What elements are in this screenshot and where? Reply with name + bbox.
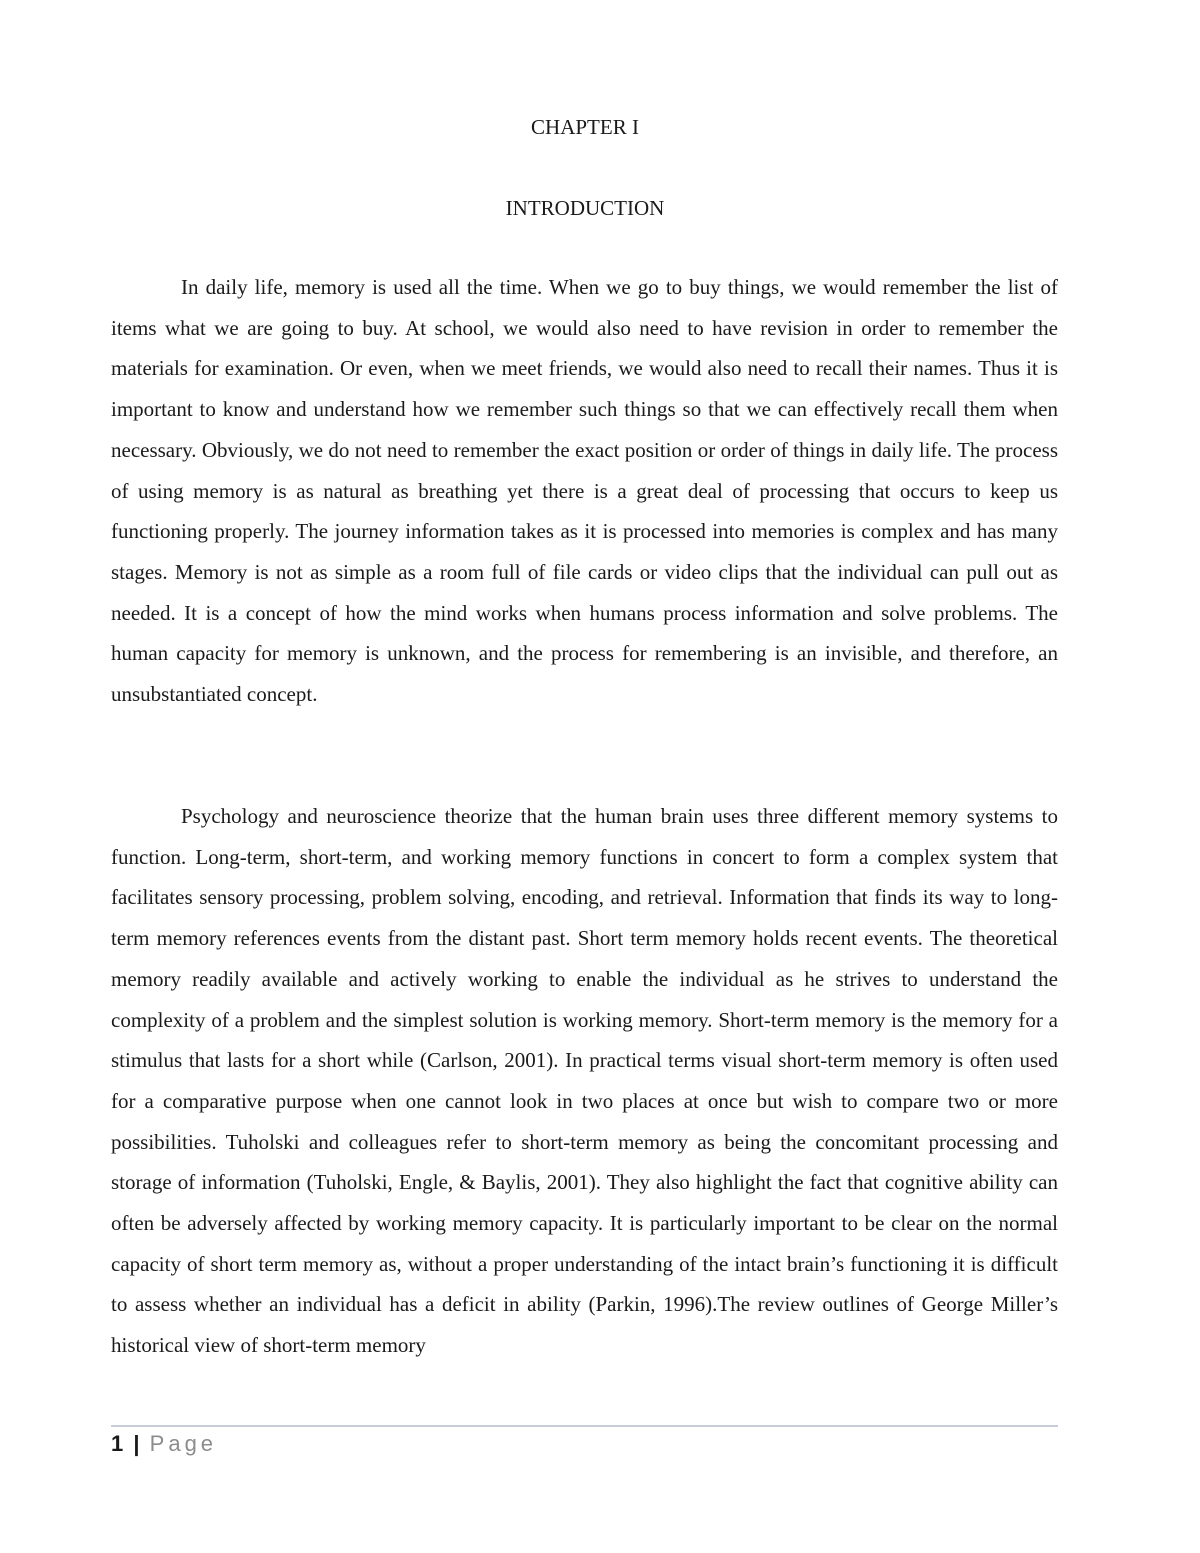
page-footer xyxy=(111,1430,217,1458)
page-label: Page xyxy=(149,1431,218,1456)
footer-divider xyxy=(111,1425,1058,1427)
body-paragraph-1: In daily life, memory is used all the time. When we go to buy things, we would remember the list of items what we are going to buy. At school, we would also need to have revision in order to remember the materials for examination. Or even, when we meet friends, we would also need to recall their names. Thus it is important to know and understand how we remember such things so that we can effectively recall them when necessary. Obviously, we do not need to remember the exact position or order of things in daily life. The process of using memory is as natural as breathing yet there is a great deal of processing that occurs to keep us functioning properly. The journey information takes as it is processed into memories is complex and has many stages. Memory is not as simple as a room full of file cards or video clips that the individual can pull out as needed. It is a concept of how the mind works when humans process information and solve problems. The human capacity for memory is unknown, and the process for remembering is an invisible, and therefore, an unsubstantiated concept. xyxy=(111,275,1058,707)
section-heading: INTRODUCTION xyxy=(505,196,665,220)
chapter-heading: CHAPTER I xyxy=(531,115,639,139)
body-paragraph-2: Psychology and neuroscience theorize that the human brain uses three different memory systems to function. Long-term, short-term, and working memory functions in concert to form a complex system that facilitates sensory processing, problem solving, encoding, and retrieval. Information that finds its way to long-term memory references events from the distant past. Short term memory holds recent events. The theoretical memory readily available and actively working to enable the individual as he strives to understand the complexity of a problem and the simplest solution is working memory. Short-term memory is the memory for a stimulus that lasts for a short while (Carlson, 2001). In practical terms visual short-term memory is often used for a comparative purpose when one cannot look in two places at once but wish to compare two or more possibilities. Tuholski and colleagues refer to short-term memory as being the concomitant processing and storage of information (Tuholski, Engle, & Baylis, 2001). They also highlight the fact that cognitive ability can often be adversely affected by working memory capacity. It is particularly important to be clear on the normal capacity of short term memory as, without a proper understanding of the intact brain’s functioning it is difficult to assess whether an individual has a deficit in ability (Parkin, 1996).The review outlines of George Miller’s historical view of short-term memory xyxy=(111,804,1058,1358)
page-separator: | xyxy=(133,1431,140,1456)
page-number: 1 xyxy=(111,1431,124,1456)
